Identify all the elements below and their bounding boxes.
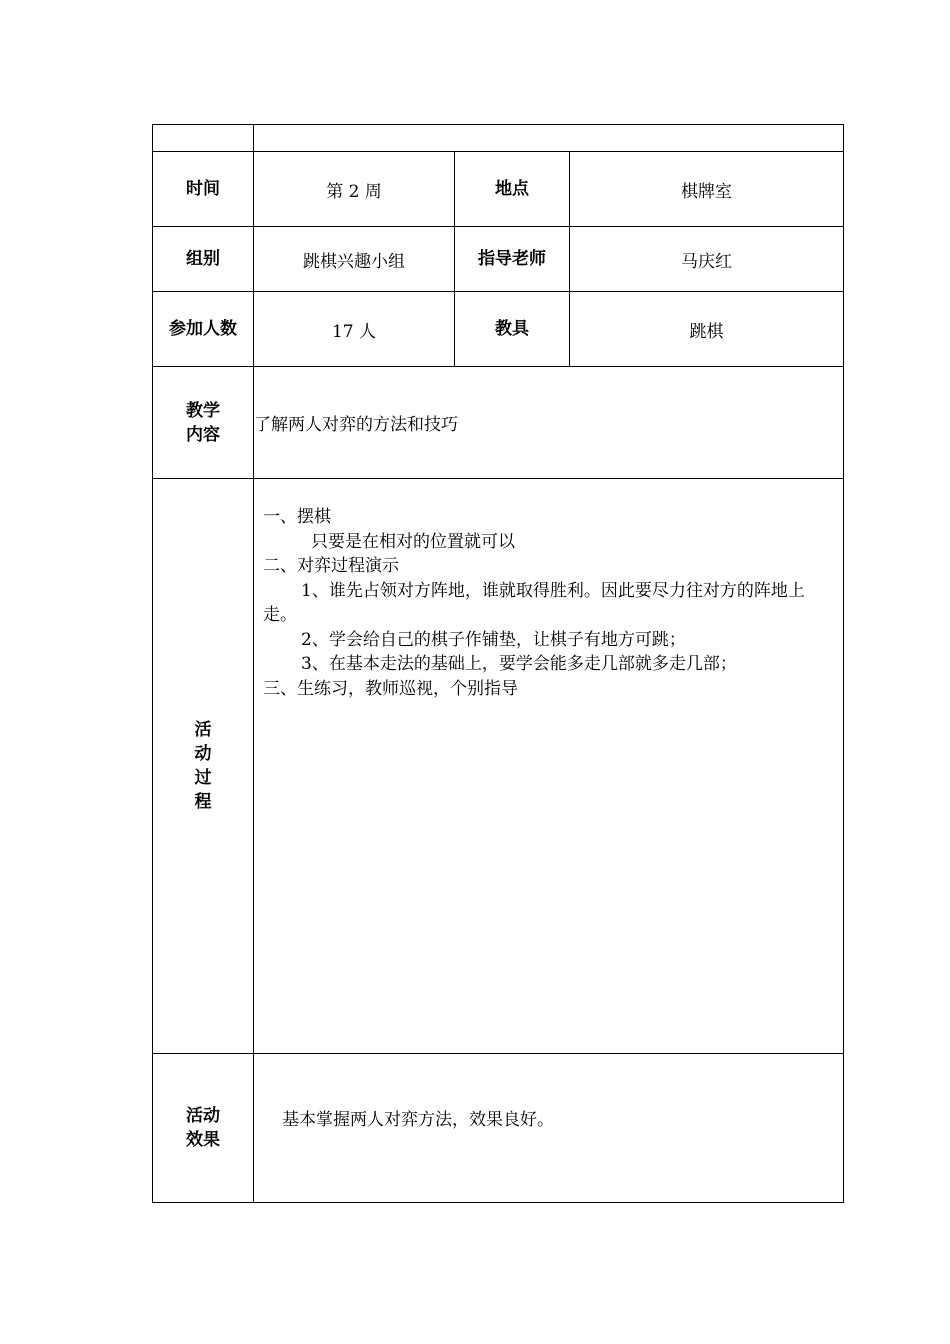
time-value: 第 2 周 xyxy=(254,152,455,227)
process-line: 1、谁先占领对方阵地，谁就取得胜利。因此要尽力往对方的阵地上走。 xyxy=(263,580,805,625)
location-value: 棋牌室 xyxy=(570,152,844,227)
time-row xyxy=(153,152,844,227)
process-label-char: 程 xyxy=(194,792,212,812)
header-title-cell xyxy=(254,125,844,152)
group-value: 跳棋兴趣小组 xyxy=(254,227,455,292)
process-line: 三、生练习，教师巡视，个别指导 xyxy=(263,678,518,699)
participants-value: 17 人 xyxy=(254,292,455,367)
group-label: 组别 xyxy=(153,227,254,292)
process-line: 一、摆棋 xyxy=(263,507,331,527)
equipment-value: 跳棋 xyxy=(570,292,844,367)
location-label: 地点 xyxy=(455,152,570,227)
effect-value: 基本掌握两人对弈方法，效果良好。 xyxy=(254,1054,844,1203)
effect-row xyxy=(153,1054,844,1203)
process-label xyxy=(153,479,254,1054)
process-line: 3、在基本走法的基础上，要学会能多走几部就多走几部； xyxy=(301,654,737,674)
teacher-label: 指导老师 xyxy=(455,227,570,292)
effect-label xyxy=(153,1054,254,1203)
effect-label-line2: 效果 xyxy=(186,1130,220,1150)
process-label-char: 过 xyxy=(194,768,212,788)
participants-label: 参加人数 xyxy=(153,292,254,367)
process-row xyxy=(153,479,844,1054)
process-content xyxy=(254,479,844,1054)
process-line: 二、对弈过程演示 xyxy=(263,556,399,576)
time-label: 时间 xyxy=(153,152,254,227)
equipment-label: 教具 xyxy=(455,292,570,367)
header-empty-cell xyxy=(153,125,254,152)
process-label-char: 动 xyxy=(194,744,212,764)
teaching-content-label xyxy=(153,367,254,479)
participants-row xyxy=(153,292,844,367)
teaching-content-value: 了解两人对弈的方法和技巧 xyxy=(254,367,844,479)
process-line: 只要是在相对的位置就可以 xyxy=(311,531,515,552)
activity-record-table xyxy=(152,124,844,1203)
teacher-value: 马庆红 xyxy=(570,227,844,292)
effect-label-line1: 活动 xyxy=(186,1106,220,1126)
teaching-content-row xyxy=(153,367,844,479)
header-row xyxy=(153,125,844,152)
process-line: 2、学会给自己的棋子作铺垫，让棋子有地方可跳； xyxy=(301,629,686,650)
teaching-content-label-line2: 内容 xyxy=(186,424,220,445)
teaching-content-label-line1: 教学 xyxy=(186,400,220,421)
process-label-char: 活 xyxy=(194,720,212,740)
group-row xyxy=(153,227,844,292)
